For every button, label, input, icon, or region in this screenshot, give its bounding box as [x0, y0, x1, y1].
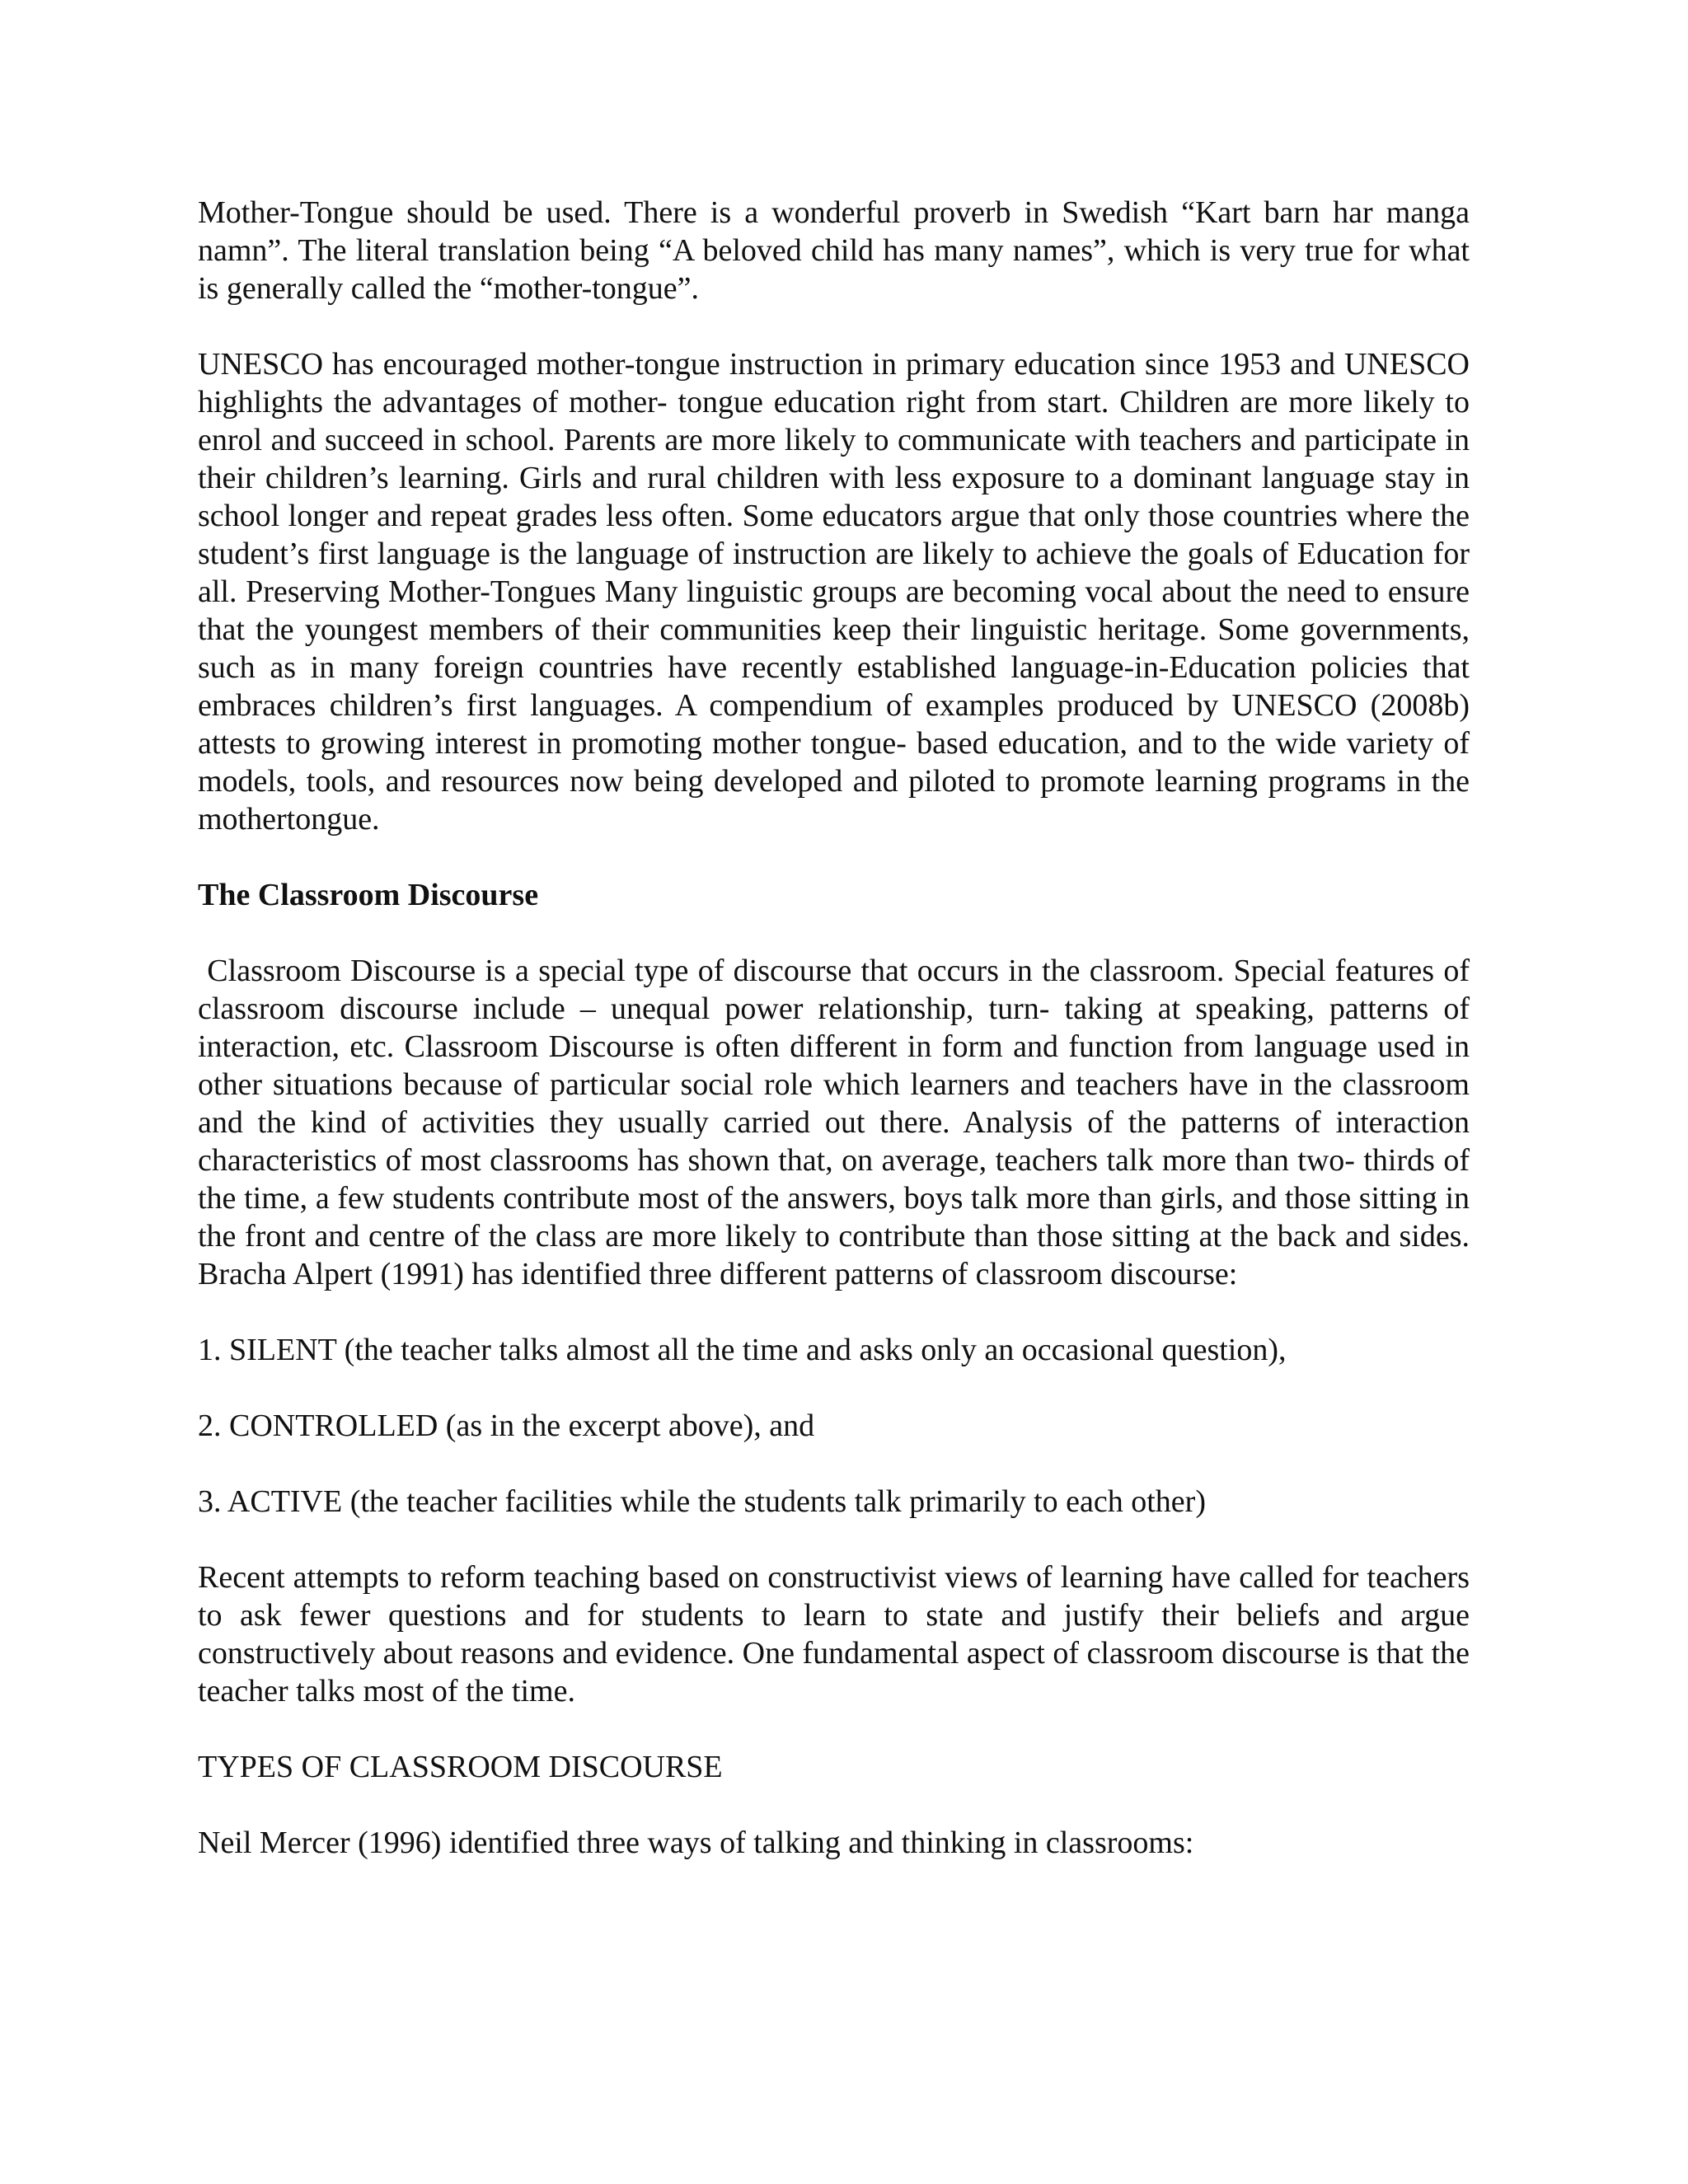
paragraph-classroom-discourse: Classroom Discourse is a special type of discourse that occurs in the classroom. Special features of classroom discourse include – unequal power relationship, turn- taking at speaking, patterns of interaction, etc. Classroom Discourse is often different in form and function from language used in other situations because of particular social role which learners and teachers have in the classroom and the kind of activities they usually carried out there. Analysis of the patterns of interaction characteristics of most classrooms has shown that, on average, teachers talk more than two- thirds of the time, a few students contribute most of the answers, boys talk more than girls, and those sitting in the front and centre of the class are more likely to contribute than those sitting at the back and sides. Bracha Alpert (1991) has identified three different patterns of classroom discourse: [198, 954, 1478, 1291]
list-item-active: 3. ACTIVE (the teacher facilities while the students talk primarily to each other) [198, 1484, 1206, 1519]
paragraph-neil-mercer: Neil Mercer (1996) identified three ways of talking and thinking in classrooms: [198, 1825, 1194, 1860]
paragraph-recent-attempts: Recent attempts to reform teaching based on constructivist views of learning have called for teachers to ask fewer questions and for students to learn to state and justify their beliefs and argue constructively about reasons and evidence. One fundamental aspect of classroom discourse is that the teacher talks most of the time. [198, 1560, 1470, 1708]
paragraph-mother-tongue: Mother-Tongue should be used. There is a wonderful proverb in Swedish “Kart barn har manga namn”. The literal translation being “A beloved child has many names”, which is very true for what is generally called the “mother-tongue”. [198, 195, 1470, 306]
section-heading-classroom-discourse: The Classroom Discourse [198, 878, 539, 912]
paragraph-unesco: UNESCO has encouraged mother-tongue instruction in primary education since 1953 and UNESCO highlights the advantages of mother- tongue education right from start. Children are more likely to enrol and succeed in school. Parents are more likely to communicate with teachers and participate in their children’s learning. Girls and rural children with less exposure to a dominant language stay in school longer and repeat grades less often. Some educators argue that only those countries where the student’s first language is the language of instruction are likely to achieve the goals of Education for all. Preserving Mother-Tongues Many linguistic groups are becoming vocal about the need to ensure that the youngest members of their communities keep their linguistic heritage. Some governments, such as in many foreign countries have recently established language-in-Education policies that embraces children’s first languages. A compendium of examples produced by UNESCO (2008b) attests to growing interest in promoting mother tongue- based education, and to the wide variety of models, tools, and resources now being developed and piloted to promote learning programs in the mothertongue. [198, 347, 1470, 837]
section-heading-types-of-discourse: TYPES OF CLASSROOM DISCOURSE [198, 1750, 723, 1784]
list-item-silent: 1. SILENT (the teacher talks almost all the time and asks only an occasional question), [198, 1333, 1287, 1367]
list-item-controlled: 2. CONTROLLED (as in the excerpt above), and [198, 1408, 815, 1443]
document-page [198, 194, 1478, 1862]
